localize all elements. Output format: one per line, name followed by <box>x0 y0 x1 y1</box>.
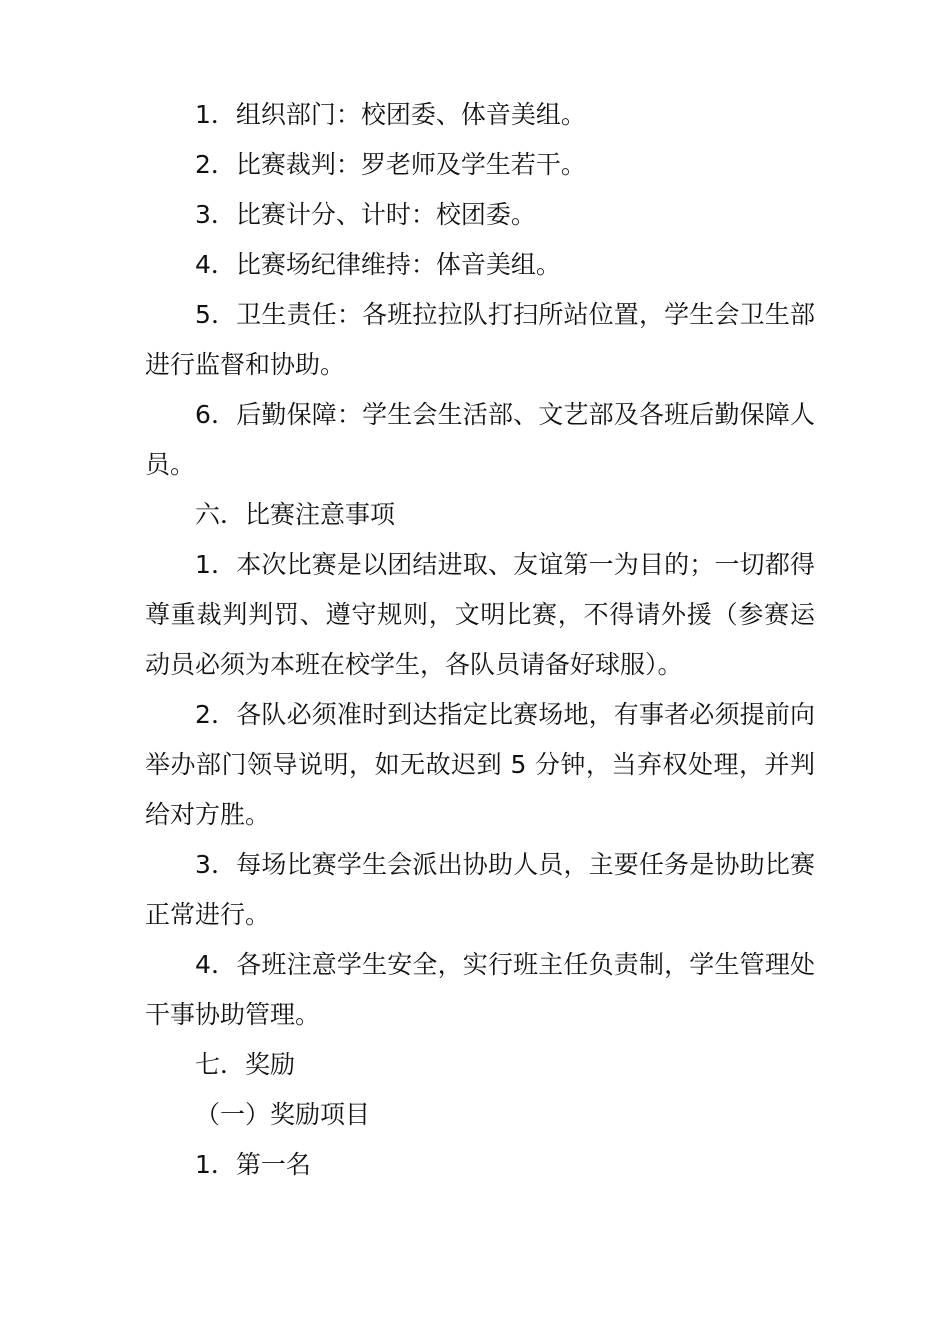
paragraph-logistics: 6．后勤保障：学生会生活部、文艺部及各班后勤保障人员。 <box>145 400 815 479</box>
paragraph-note-1: 1．本次比赛是以团结进取、友谊第一为目的；一切都得尊重裁判判罚、遵守规则，文明比赛，不得请外援（参赛运动员必须为本班在校学生，各队员请备好球服）。 <box>145 550 815 679</box>
paragraph-first-place: 1．第一名 <box>195 1150 311 1179</box>
section-heading-notes: 六．比赛注意事项 <box>195 500 396 529</box>
paragraph-discipline: 4．比赛场纪律维持：体音美组。 <box>195 250 561 279</box>
paragraph-note-2: 2．各队必须准时到达指定比赛场地，有事者必须提前向举办部门领导说明，如无故迟到 5 分钟，当弃权处理，并判给对方胜。 <box>145 700 815 829</box>
section-heading-awards: 七．奖励 <box>195 1050 296 1079</box>
paragraph-organizer: 1．组织部门：校团委、体音美组。 <box>195 100 586 129</box>
paragraph-note-4: 4．各班注意学生安全，实行班主任负责制，学生管理处干事协助管理。 <box>145 950 815 1029</box>
document-body <box>145 90 815 1190</box>
paragraph-note-3: 3．每场比赛学生会派出协助人员，主要任务是协助比赛正常进行。 <box>145 850 815 929</box>
paragraph-hygiene: 5．卫生责任：各班拉拉队打扫所站位置，学生会卫生部进行监督和协助。 <box>145 300 815 379</box>
paragraph-scoring: 3．比赛计分、计时：校团委。 <box>195 200 536 229</box>
paragraph-referee: 2．比赛裁判：罗老师及学生若干。 <box>195 150 586 179</box>
subheading-award-items: （一）奖励项目 <box>195 1100 371 1129</box>
